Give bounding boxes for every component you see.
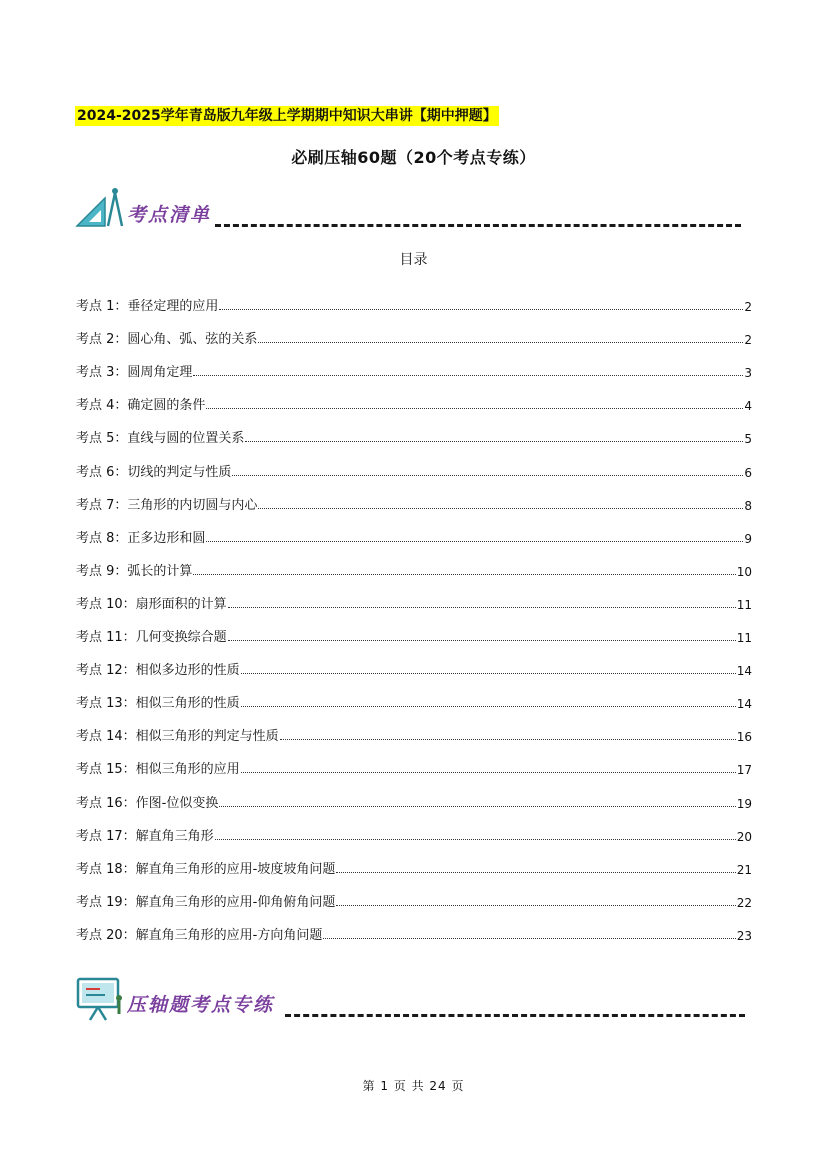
toc-entry[interactable] <box>76 513 752 546</box>
presentation-board-icon <box>75 976 125 1022</box>
toc-entry[interactable] <box>76 579 752 612</box>
toc-leader-dots <box>241 706 736 707</box>
section-title-key-points: 考点清单 <box>127 204 212 226</box>
toc-entry-label[interactable]: 考点 10：扇形面积的计算 <box>76 596 227 612</box>
toc-entry[interactable] <box>76 910 752 943</box>
toc-entry-page[interactable]: 21 <box>736 862 752 877</box>
toc-entry[interactable] <box>76 446 752 479</box>
toc-leader-dots <box>219 309 743 310</box>
toc-entry-label[interactable]: 考点 19：解直角三角形的应用-仰角俯角问题 <box>76 894 336 910</box>
header-highlight-title: 2024-2025学年青岛版九年级上学期期中知识大串讲【期中押题】 <box>77 108 497 124</box>
toc-entry-label[interactable]: 考点 17：解直角三角形 <box>76 828 214 844</box>
toc-entry-page[interactable]: 5 <box>744 432 752 447</box>
table-of-contents <box>76 281 752 943</box>
section-title-practice: 压轴题考点专练 <box>127 994 275 1016</box>
toc-leader-dots <box>206 541 743 542</box>
toc-entry-label[interactable]: 考点 6：切线的判定与性质 <box>76 464 232 480</box>
toc-leader-dots <box>228 607 736 608</box>
toc-entry-label[interactable]: 考点 16：作图-位似变换 <box>76 795 219 811</box>
section-banner-key-points <box>75 186 743 234</box>
toc-leader-dots <box>258 342 743 343</box>
toc-entry[interactable] <box>76 380 752 413</box>
toc-entry-page[interactable]: 14 <box>736 664 752 679</box>
toc-entry-page[interactable]: 11 <box>736 597 752 612</box>
toc-leader-dots <box>336 905 735 906</box>
toc-leader-dots <box>241 772 736 773</box>
toc-entry-page[interactable]: 3 <box>744 366 752 381</box>
toc-entry[interactable] <box>76 347 752 380</box>
toc-leader-dots <box>215 839 736 840</box>
toc-entry-page[interactable]: 10 <box>736 564 752 579</box>
toc-leader-dots <box>193 574 735 575</box>
toc-entry-page[interactable]: 20 <box>736 829 752 844</box>
toc-entry-page[interactable]: 6 <box>744 465 752 480</box>
toc-entry[interactable] <box>76 678 752 711</box>
toc-leader-dots <box>193 375 743 376</box>
triangle-ruler-compass-icon <box>75 186 125 230</box>
toc-entry-label[interactable]: 考点 7：三角形的内切圆与内心 <box>76 497 258 513</box>
toc-entry-label[interactable]: 考点 18：解直角三角形的应用-坡度坡角问题 <box>76 861 336 877</box>
toc-entry[interactable] <box>76 546 752 579</box>
toc-leader-dots <box>245 441 743 442</box>
toc-entry-page[interactable]: 22 <box>736 895 752 910</box>
toc-entry-label[interactable]: 考点 2：圆心角、弧、弦的关系 <box>76 332 258 348</box>
toc-leader-dots <box>219 806 735 807</box>
section-banner-practice <box>75 976 747 1024</box>
toc-entry-page[interactable]: 2 <box>744 333 752 348</box>
toc-entry[interactable] <box>76 645 752 678</box>
toc-entry[interactable] <box>76 480 752 513</box>
toc-entry-label[interactable]: 考点 4：确定圆的条件 <box>76 398 206 414</box>
toc-entry[interactable] <box>76 744 752 777</box>
toc-entry[interactable] <box>76 612 752 645</box>
toc-entry-label[interactable]: 考点 3：圆周角定理 <box>76 365 193 381</box>
toc-entry[interactable] <box>76 711 752 744</box>
toc-leader-dots <box>280 739 736 740</box>
toc-entry[interactable] <box>76 314 752 347</box>
toc-leader-dots <box>323 938 735 939</box>
toc-entry[interactable] <box>76 811 752 844</box>
toc-entry-page[interactable]: 19 <box>736 796 752 811</box>
toc-leader-dots <box>336 872 735 873</box>
toc-entry-page[interactable]: 2 <box>744 300 752 315</box>
toc-entry-label[interactable]: 考点 9：弧长的计算 <box>76 563 193 579</box>
toc-entry-label[interactable]: 考点 8：正多边形和圆 <box>76 530 206 546</box>
toc-entry[interactable] <box>76 281 752 314</box>
page-footer: 第 1 页 共 24 页 <box>362 1079 465 1093</box>
toc-leader-dots <box>206 408 743 409</box>
toc-leader-dots <box>232 475 743 476</box>
toc-entry-label[interactable]: 考点 13：相似三角形的性质 <box>76 696 240 712</box>
toc-entry-label[interactable]: 考点 15：相似三角形的应用 <box>76 762 240 778</box>
toc-entry[interactable] <box>76 844 752 877</box>
toc-entry-label[interactable]: 考点 1：垂径定理的应用 <box>76 299 219 315</box>
toc-entry[interactable] <box>76 877 752 910</box>
toc-entry-label[interactable]: 考点 5：直线与圆的位置关系 <box>76 431 245 447</box>
toc-leader-dots <box>228 640 736 641</box>
toc-leader-dots <box>258 508 743 509</box>
toc-title: 目录 <box>399 252 428 268</box>
toc-entry-page[interactable]: 14 <box>736 697 752 712</box>
toc-entry-label[interactable]: 考点 14：相似三角形的判定与性质 <box>76 729 279 745</box>
toc-entry-page[interactable]: 4 <box>744 399 752 414</box>
toc-entry[interactable] <box>76 777 752 810</box>
toc-entry[interactable] <box>76 413 752 446</box>
toc-entry-label[interactable]: 考点 20：解直角三角形的应用-方向角问题 <box>76 927 323 943</box>
toc-entry-page[interactable]: 17 <box>736 763 752 778</box>
toc-entry-label[interactable]: 考点 11：几何变换综合题 <box>76 630 227 646</box>
toc-entry-page[interactable]: 16 <box>736 730 752 745</box>
toc-entry-label[interactable]: 考点 12：相似多边形的性质 <box>76 663 240 679</box>
toc-entry-page[interactable]: 11 <box>736 631 752 646</box>
toc-leader-dots <box>241 673 736 674</box>
toc-entry-page[interactable]: 8 <box>744 498 752 513</box>
banner-divider <box>285 1014 745 1017</box>
toc-entry-page[interactable]: 9 <box>744 531 752 546</box>
toc-entry-page[interactable]: 23 <box>736 928 752 943</box>
page-subtitle: 必刷压轴60题（20个考点专练） <box>291 148 536 167</box>
banner-divider <box>215 224 741 227</box>
